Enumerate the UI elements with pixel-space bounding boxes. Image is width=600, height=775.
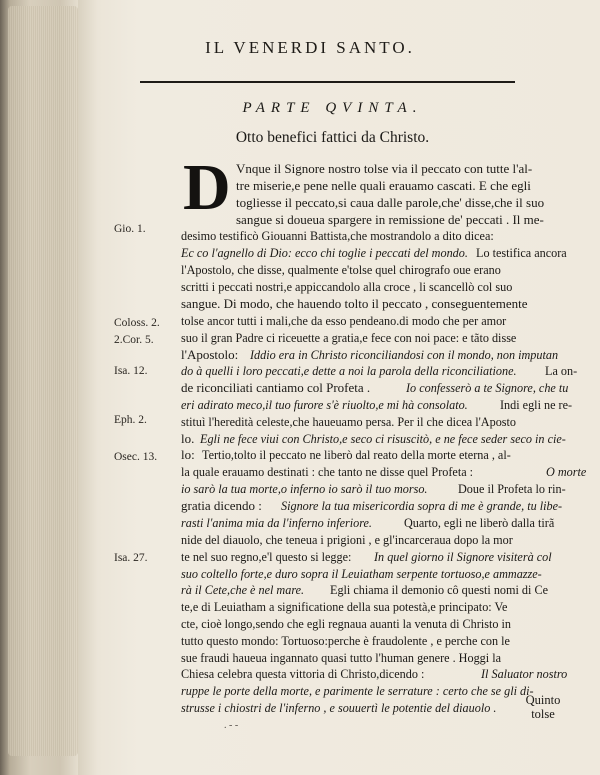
text-line: lo. [181,431,195,446]
margin-note: Gio. 1. [114,223,146,235]
margin-note: Osec. 13. [114,451,158,463]
text-line: te,e di Leuiatham a significatione della sua potestà,e principato: Ve [181,600,508,614]
text-line: tolse ancor tutti i mali,che da esso pendeano.di modo che per amor [181,314,507,328]
text-line: rasti l'anima mia da l'inferno inferiore. [181,516,372,530]
text-line: Ec co l'agnello di Dio: ecco chi toglie i peccati del mondo. [181,246,468,260]
text-line: tutto questo mondo: Tortuoso:perche è fraudolente , e perche con le [181,634,510,648]
text-line: Doue il Profeta lo rin- [458,482,566,496]
text-line: io sarò la tua morte,o inferno io sarò il tuo morso. [181,482,428,496]
margin-note: Coloss. 2. [114,317,160,329]
text-line: la quale erauamo destinati : che tanto ne disse quel Profeta : [181,465,474,479]
text-line: Egli chiama il demonio cô questi nomi di Ce [330,583,548,597]
margin-note: Isa. 27. [114,552,148,564]
text-line: do à quelli i loro peccati,e dette a noi la parola della riconciliatione. [181,364,517,378]
text-line: togliesse il peccato,si caua dalle parole,che' disse,che il suo [236,195,545,210]
page-edges [8,6,78,756]
subtitle: Otto benefici fattici da Christo. [235,129,430,146]
book-page [78,0,600,775]
text-line: La on- [545,364,578,378]
text-line: Quarto, egli ne liberò dalla tirã [404,516,555,530]
margin-note: Eph. 2. [114,414,147,426]
text-line: Chiesa celebra questa vittoria di Christo,dicendo : [181,667,425,681]
text-line: l'Apostolo, che disse, qualmente e'tolse quel chirografo oue erano [181,263,501,277]
text-line: Vnque il Signore nostro tolse via il peccato con tutte l'al- [236,161,533,176]
text-line: Signore la tua misericordia sopra di me è grande, tu libe- [281,499,563,513]
running-head: IL VENERDI SANTO. [205,38,415,57]
head-rule [140,81,515,83]
text-line: gratia dicendo : [181,498,262,513]
text-line: sangue si doueua spargere in remissione de' peccati . Il me- [236,212,544,227]
text-line: de riconciliati cantiamo col Profeta . [181,380,371,395]
text-line: desimo testificò Giouanni Battista,che mostrandolo a dito dicea: [181,229,494,243]
text-line: te nel suo regno,e'l questo si legge: [181,550,352,564]
margin-note: Isa. 12. [114,365,148,377]
margin-note: 2.Cor. 5. [114,334,154,346]
text-line: cte, cioè longo,sendo che egli regnaua auanti la venuta di Christo in [181,617,511,631]
text-line: l'Apostolo: [181,347,239,362]
text-line: Egli ne fece viui con Christo,e seco ci risuscitò, e ne fece seder seco in cie- [200,432,566,446]
text-line: sangue. Di modo, che hauendo tolto il peccato , conseguentemente [181,296,528,311]
text-line: sue fraudi haueua ingannato quasi tutto l'human genere . Hoggi la [181,651,501,665]
text-line: nide del diauolo, che teneua i prigioni , e gl'incarceraua dopo la mor [181,533,513,547]
text-line: ruppe le porte della morte, e parimente le serrature : certo che se gli di- [181,684,534,698]
text-line: Tertio,tolto il peccato ne liberò dal reato della morte eterna , al- [202,448,511,462]
signature-marks: . - - [224,720,239,731]
text-line: tre miserie,e pene nelle quali erauamo cascati. E che egli [236,178,531,193]
text-line: Iddio era in Christo riconciliandosi con il mondo, non imputan [250,348,559,362]
text-line: Io confesserò a te Signore, che tu [406,381,569,395]
text-line: suo coltello forte,e duro sopra il Leuiatham serpente tortuoso,e ammazze- [181,567,542,581]
text-line: strusse i chiostri de l'inferno , e souuertì le potentie del diauolo . [181,701,497,715]
text-line: scritti i peccati nostri,e appiccandolo alla croce , li scancellò col suo [181,280,513,294]
text-line: rà il Cete,che è nel mare. [181,583,305,597]
text-line: lo: [181,447,195,462]
drop-cap: D [183,151,231,224]
part-title: PARTE QVINTA. [242,100,423,116]
catchword: Quinto tolse [525,693,561,721]
text-line: suo il gran Padre ci riceuette a gratia,e fece con noi pace: e tãto disse [181,331,517,345]
text-line: stituì l'heredità celeste,che haueuamo persa. Per il che dicea l'Aposto [181,415,517,429]
text-line: In quel giorno il Signore visiterà col [374,550,552,564]
text-line: Il Saluator nostro [481,667,568,681]
text-line: Lo testifica ancora [476,246,567,260]
text-line: Indi egli ne re- [500,398,573,412]
text-line: O morte [546,465,587,479]
text-line: eri adirato meco,il tuo furore s'è riuolto,e mi hà consolato. [181,398,468,412]
